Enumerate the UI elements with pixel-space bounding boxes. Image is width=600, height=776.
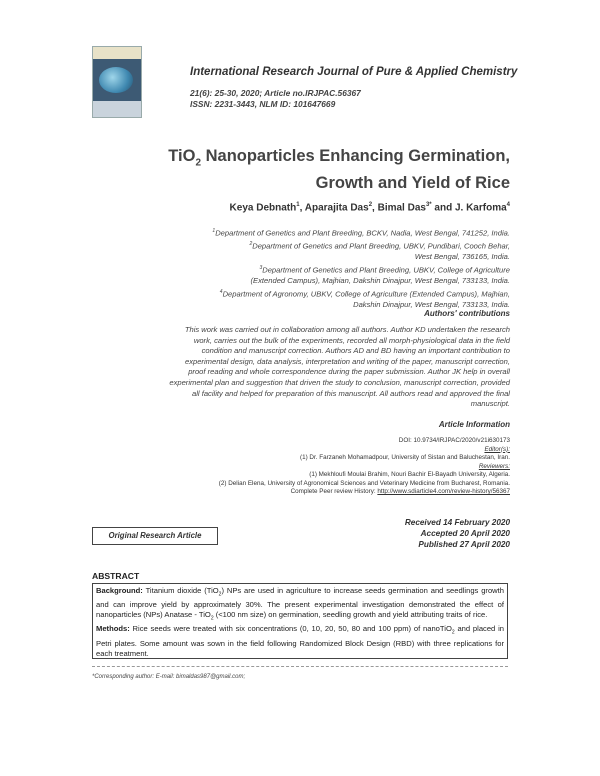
abstract-results: [96, 658, 504, 659]
abstract-text: ) NPs are used in agriculture to increase seeds germination and seedlings growth and can improve yield by approximately 30%. The present experimental investigation demonstrated the effect of nanoparticles (NPs) Anatase - TiO: [96, 586, 504, 620]
author-sep: ,: [372, 202, 378, 214]
affiliation-sup: 3: [259, 264, 263, 271]
abstract-background: [96, 586, 504, 624]
contrib-line: condition and manuscript correction. Authors AD and BD having an important contribution to: [201, 346, 510, 356]
background-label: Background:: [96, 586, 143, 595]
review-history-link[interactable]: http://www.sdiarticle4.com/review-history/56367: [377, 488, 510, 495]
abstract-box: [92, 583, 508, 659]
affiliation-sup: 2: [249, 241, 253, 248]
affiliation-text: Department of Agronomy, UBKV, College of Agriculture (Extended Campus), Majhian,: [222, 289, 510, 299]
paper-title: [100, 146, 510, 193]
editor: (1) Dr. Farzaneh Mohamadpour, University of Sistan and Baluchestan, Iran.: [299, 454, 510, 461]
journal-name: International Research Journal of Pure & Applied Chemistry: [190, 66, 518, 78]
methods-label: Methods:: [96, 624, 130, 634]
author-sup: 2: [368, 202, 373, 208]
footnote-rule: [92, 666, 508, 667]
affiliation-line: [90, 252, 510, 263]
subscript: 2: [218, 591, 222, 598]
contrib-line: manuscript.: [470, 399, 510, 409]
author-sup: 4: [506, 202, 510, 208]
abstract-text: Titanium dioxide (TiO: [142, 586, 219, 595]
affiliation-line: [90, 263, 510, 276]
article-info: [90, 437, 510, 497]
corresponding-author-footnote: *Corresponding author: E-mail: bimaldas987@gmail.com;: [92, 674, 246, 680]
abstract-text: and placed in Petri plates. Some amount was sown in the field following Randomized Block Design (RBD) with three replications for each treatment.: [96, 624, 504, 658]
title-part: Nanoparticles Enhancing Germination,: [201, 147, 510, 165]
accepted-date: Accepted 20 April 2020: [420, 529, 510, 538]
reviewer-2: (2) Delian Elena, University of Agronomical Sciences and Veterinary Medicine from Bucharest, Romania.: [218, 479, 510, 487]
author-name: J. Karfoma: [454, 202, 507, 214]
published-date: Published 27 April 2020: [418, 540, 510, 549]
author-list: [100, 202, 510, 213]
abstract-text: Rice seeds were treated with six concentrations (0, 10, 20, 50, 80 and 100 ppm) of nanoTiO: [129, 624, 452, 634]
author-name: Bimal Das: [377, 202, 426, 214]
issue-line: 21(6): 25-30, 2020; Article no.IRJPAC.56367: [190, 88, 361, 98]
contrib-line: all facility and helped for preparation of this manuscript. All authors read and approved the final: [192, 388, 510, 398]
affiliation-sup: 4: [219, 288, 223, 295]
doi: DOI: 10.9734/IRJPAC/2020/v21i630173: [398, 437, 510, 444]
article-dates: [300, 517, 510, 550]
article-info-heading: Article Information: [438, 420, 510, 429]
affiliation-sup: 1: [212, 228, 216, 234]
affiliation-text: Department of Genetics and Plant Breeding, UBKV, College of Agriculture: [262, 265, 510, 275]
journal-cover-image: [92, 46, 142, 118]
contrib-line: work, carries out the bulk of the experiments, recorded all morph-physiological data in the field: [193, 335, 510, 345]
author-sup: 3*: [425, 202, 432, 208]
results-label: [96, 658, 126, 659]
abstract-text: [126, 658, 191, 659]
affiliation-line: [90, 276, 510, 287]
contrib-line: experimental plan and suggestion that driven the study to conclusion, manuscript correction, provided: [169, 377, 510, 387]
article-type-box: Original Research Article: [92, 527, 218, 545]
affiliations: [90, 226, 510, 310]
affiliation-line: [90, 226, 510, 239]
affiliation-text: Department of Genetics and Plant Breeding, UBKV, Pundibari, Cooch Behar,: [252, 241, 510, 251]
contrib-line: This work was carried out in collaboration among all authors. Author KD undertaken the research: [184, 325, 510, 334]
affiliation-text: Dakshin Dinajpur, West Bengal, 733133, India.: [353, 299, 510, 309]
abstract-heading: ABSTRACT: [92, 571, 140, 581]
contributions-text: [90, 325, 510, 410]
author-name: Keya Debnath: [229, 202, 297, 214]
editor-label: Editor(s):: [484, 445, 510, 453]
received-date: Received 14 February 2020: [404, 518, 510, 527]
affiliation-line: [90, 239, 510, 252]
contributions-heading: Authors' contributions: [424, 309, 510, 318]
affiliation-text: West Bengal, 736165, India.: [414, 252, 510, 262]
affiliation-text: Department of Genetics and Plant Breeding, BCKV, Nadia, West Bengal, 741252, India.: [215, 228, 510, 238]
affiliation-line: [90, 287, 510, 300]
author-sup: 1: [296, 202, 300, 208]
history-label: Complete Peer review History:: [290, 488, 378, 495]
subscript: 2: [451, 629, 455, 636]
review-history: [90, 488, 510, 497]
abstract-text: (<100 nm size) on germination, seedling growth and yield attributing traits of rice.: [213, 610, 488, 620]
subscript: 2: [210, 615, 214, 622]
reviewers-label: Reviewers:: [478, 462, 510, 470]
contrib-line: proof reading and whole correspondence during the paper submission. Author JK help in overall: [188, 367, 510, 377]
title-line-2: Growth and Yield of Rice: [315, 174, 510, 193]
author-and: and: [431, 202, 455, 214]
reviewer-1: (1) Mekhloufi Moulai Brahim, Nouri Bachir El-Bayadh University, Algeria.: [309, 471, 510, 478]
title-part: TiO: [168, 147, 196, 165]
issn-line: ISSN: 2231-3443, NLM ID: 101647669: [190, 99, 336, 109]
author-name: Aparajita Das: [304, 202, 369, 214]
abstract-methods: [96, 624, 504, 658]
title-subscript: 2: [195, 157, 202, 169]
author-sep: ,: [299, 202, 305, 214]
issue-info: [190, 88, 361, 110]
abstract-text: [96, 658, 504, 659]
affiliation-text: (Extended Campus), Majhian, Dakshin Dinajpur, West Bengal, 733133, India.: [250, 275, 510, 285]
contrib-line: experimental design, data analysis, interpretation and writing of the paper, manuscript correction,: [184, 356, 510, 366]
